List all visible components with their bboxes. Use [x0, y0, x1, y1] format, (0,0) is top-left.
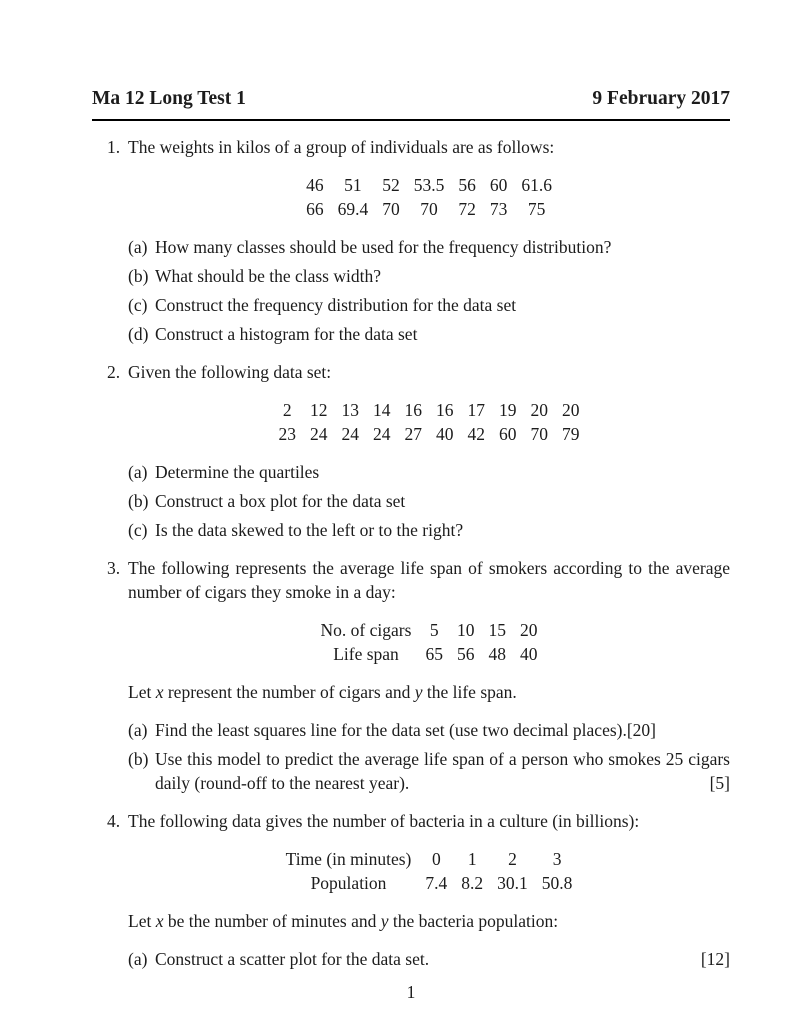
note-text: be the number of minutes and — [163, 911, 381, 931]
variable-definition-note — [128, 909, 730, 933]
note-text: represent the number of cigars and — [163, 682, 415, 702]
table-cell: 3 — [552, 849, 562, 869]
part-text-content: Use this model to predict the average life span of a person who smokes 25 cigars daily (round-off to the nearest year). — [155, 749, 730, 793]
table-cell: 20 — [530, 400, 548, 420]
question-parts — [128, 460, 730, 542]
table-cell: 24 — [341, 424, 359, 444]
note-text: the bacteria population: — [388, 911, 559, 931]
part-label: (d) — [128, 324, 149, 344]
question-text: The following represents the average life span of smokers according to the average number of cigars they smoke in a day: — [128, 558, 730, 602]
note-text: the life span. — [422, 682, 517, 702]
question-3 — [107, 556, 730, 795]
table-cell: 27 — [404, 424, 422, 444]
table-cell: 40 — [436, 424, 454, 444]
table-row — [272, 422, 587, 446]
table-cell: 8.2 — [461, 873, 484, 893]
marks-badge: [20] — [626, 720, 657, 740]
question-parts — [128, 235, 730, 346]
table-cell: 66 — [306, 199, 324, 219]
part-text: Is the data skewed to the left or to the right? — [155, 520, 464, 540]
table-cell: 16 — [404, 400, 422, 420]
part-text — [155, 747, 730, 795]
part-b — [128, 264, 730, 288]
question-body — [128, 360, 730, 542]
document-header — [92, 88, 730, 121]
table-cell: 72 — [458, 199, 476, 219]
question-body — [128, 135, 730, 346]
table-row — [314, 618, 545, 642]
table-row — [272, 398, 587, 422]
question-number: 1. — [107, 137, 121, 157]
table-cell: 40 — [519, 644, 538, 664]
part-a — [128, 947, 730, 971]
part-text: How many classes should be used for the frequency distribution? — [155, 237, 612, 257]
part-label: (a) — [128, 720, 148, 740]
table-cell: 53.5 — [413, 175, 445, 195]
table-cell: 1 — [467, 849, 477, 869]
table-cell: 13 — [341, 400, 359, 420]
table-cell: 2 — [282, 400, 292, 420]
part-text — [155, 718, 730, 742]
table-cell: 70 — [382, 199, 400, 219]
part-label: (b) — [128, 749, 149, 769]
table-cell: 60 — [489, 175, 508, 195]
question-number: 2. — [107, 362, 121, 382]
variable-y: y — [414, 682, 423, 702]
table-cell: 30.1 — [497, 873, 528, 893]
part-text: Construct a box plot for the data set — [155, 491, 406, 511]
table-cell: 24 — [310, 424, 328, 444]
table-cell: 61.6 — [521, 175, 552, 195]
table-cell: 51 — [344, 175, 362, 195]
dataset-table — [272, 398, 587, 446]
part-c — [128, 518, 730, 542]
table-row — [299, 173, 559, 197]
table-cell: 20 — [519, 620, 538, 640]
part-b — [128, 747, 730, 795]
table-cell: 10 — [456, 620, 475, 640]
question-number: 4. — [107, 811, 121, 831]
variable-x: x — [155, 911, 164, 931]
part-d — [128, 322, 730, 346]
part-text-content: Construct a scatter plot for the data set. — [155, 949, 430, 969]
table-cell: Life span — [333, 644, 399, 664]
part-text-content: Find the least squares line for the data set (use two decimal places). — [155, 720, 627, 740]
marks-badge: [12] — [700, 949, 730, 969]
part-b — [128, 489, 730, 513]
question-1 — [107, 135, 730, 346]
part-label: (b) — [128, 491, 149, 511]
table-cell: 23 — [278, 424, 296, 444]
test-title: Ma 12 Long Test 1 — [92, 88, 246, 109]
question-2 — [107, 360, 730, 542]
table-cell: Time (in minutes) — [285, 849, 412, 869]
table-cell: 56 — [456, 644, 475, 664]
table-cell: 52 — [382, 175, 400, 195]
cigars-lifespan-table — [314, 618, 545, 666]
part-a — [128, 460, 730, 484]
marks-badge: [5] — [709, 773, 730, 793]
table-cell: 0 — [431, 849, 441, 869]
part-label: (b) — [128, 266, 149, 286]
table-cell: 16 — [436, 400, 454, 420]
table-cell: 60 — [499, 424, 517, 444]
part-text: What should be the class width? — [155, 266, 381, 286]
part-label: (a) — [128, 949, 148, 969]
table-cell: 19 — [499, 400, 517, 420]
test-date: 9 February 2017 — [592, 88, 730, 109]
table-row — [299, 197, 559, 221]
weights-data-table — [299, 173, 559, 221]
table-cell: 12 — [310, 400, 328, 420]
table-cell: 24 — [373, 424, 391, 444]
question-text: Given the following data set: — [128, 362, 332, 382]
table-cell: 20 — [562, 400, 580, 420]
table-cell: 79 — [562, 424, 580, 444]
question-number: 3. — [107, 558, 121, 578]
table-cell: 17 — [467, 400, 485, 420]
part-label: (a) — [128, 462, 148, 482]
table-cell: 2 — [508, 849, 517, 869]
variable-x: x — [155, 682, 164, 702]
table-cell: 5 — [429, 620, 439, 640]
table-cell: 70 — [420, 199, 438, 219]
table-cell: No. of cigars — [320, 620, 412, 640]
page-number: 1 — [406, 982, 416, 1002]
part-label: (c) — [128, 520, 148, 540]
question-parts — [128, 947, 730, 971]
question-body — [128, 556, 730, 795]
table-row — [314, 642, 545, 666]
table-cell: 75 — [527, 199, 546, 219]
table-row — [279, 847, 580, 871]
variable-y: y — [380, 911, 389, 931]
table-cell: 69.4 — [337, 199, 369, 219]
part-label: (c) — [128, 295, 148, 315]
table-cell: Population — [310, 873, 387, 893]
table-cell: 42 — [467, 424, 485, 444]
question-text: The weights in kilos of a group of individuals are as follows: — [128, 137, 555, 157]
question-parts — [128, 718, 730, 795]
table-cell: 65 — [425, 644, 443, 664]
table-cell: 14 — [373, 400, 391, 420]
part-text — [155, 947, 730, 971]
part-text: Construct the frequency distribution for the data set — [155, 295, 517, 315]
table-cell: 50.8 — [541, 873, 573, 893]
question-4 — [107, 809, 730, 971]
table-cell: 70 — [530, 424, 548, 444]
table-cell: 15 — [488, 620, 506, 640]
part-a — [128, 235, 730, 259]
table-cell: 56 — [458, 175, 476, 195]
part-a — [128, 718, 730, 742]
question-body — [128, 809, 730, 971]
note-text: Let — [128, 682, 156, 702]
table-cell: 7.4 — [425, 873, 448, 893]
table-cell: 46 — [306, 175, 324, 195]
part-label: (a) — [128, 237, 148, 257]
variable-definition-note — [128, 680, 730, 704]
part-c — [128, 293, 730, 317]
bacteria-table — [279, 847, 580, 895]
part-text: Construct a histogram for the data set — [155, 324, 418, 344]
table-cell: 48 — [488, 644, 506, 664]
part-text: Determine the quartiles — [155, 462, 320, 482]
table-cell: 73 — [489, 199, 508, 219]
note-text: Let — [128, 911, 156, 931]
question-text: The following data gives the number of bacteria in a culture (in billions): — [128, 811, 640, 831]
table-row — [279, 871, 580, 895]
